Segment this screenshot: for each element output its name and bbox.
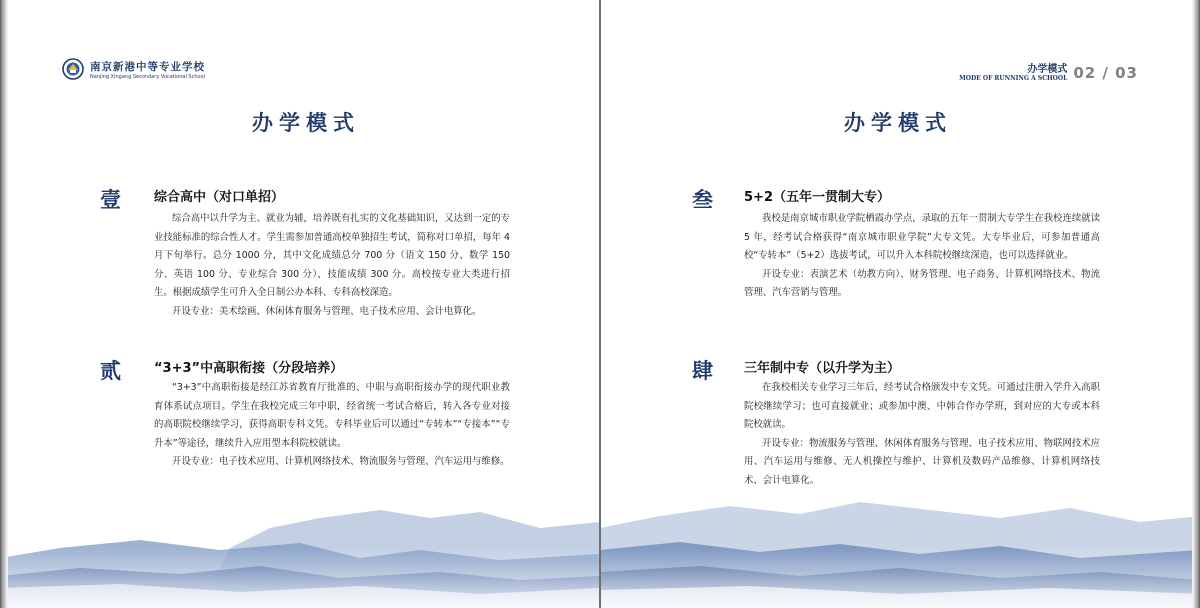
section-heading: 5+2（五年一贯制大专） xyxy=(744,190,890,205)
school-name-cn: 南京新港中等专业学校 xyxy=(90,60,205,73)
section-heading: “3+3”中高职衔接（分段培养） xyxy=(154,361,344,376)
section-body xyxy=(154,379,510,472)
right-page-edge xyxy=(1192,0,1200,608)
mountain-landscape-illustration xyxy=(600,488,1200,608)
section-majors: 开设专业：美术绘画、休闲体育服务与管理、电子技术应用、会计电算化。 xyxy=(172,305,482,317)
school-name-en: Nanjing Xingang Secondary Vocational School xyxy=(90,73,206,80)
section-paragraph: “3+3”中高职衔接是经江苏省教育厅批准的、中职与高职衔接办学的现代职业教育体系试点项目。学生在我校完成三年中职，经省统一考试合格后，转入各专业对接的高职院校继续学习，获得高职专科文凭。专科毕业后可以通过“专转本”“专接本”“专升本”等途径，继续升入应用型本科院校就读。 xyxy=(154,382,510,449)
right-page xyxy=(600,0,1200,608)
section-majors: 开设专业：表演艺术（幼教方向）、财务管理、电子商务、计算机网络技术、物流管理、汽车营销与管理。 xyxy=(744,268,1100,299)
section-paragraph: 我校是南京城市职业学院栖霞办学点，录取的五年一贯制大专学生在我校连续就读 5 年，经考试合格获得“南京城市职业学院”大专文凭。大专毕业后，可参加普通高校“专转本”（5+2）选拔考试，可以升入本科院校继续深造，也可以选择就业。 xyxy=(744,213,1100,262)
school-logo xyxy=(62,58,205,80)
running-header xyxy=(959,60,1138,82)
page-title: 办学模式 xyxy=(844,111,952,135)
section-numeral: 肆 xyxy=(692,358,713,383)
header-title-en: MODE OF RUNNING A SCHOOL xyxy=(959,75,1068,82)
page-numbers: 02 / 03 xyxy=(1073,64,1138,82)
section-body xyxy=(744,379,1100,491)
section-body xyxy=(744,210,1100,303)
mountain-landscape-illustration xyxy=(0,488,600,608)
section-paragraph: 在我校相关专业学习三年后，经考试合格颁发中专文凭。可通过注册入学升入高职院校继续学习；也可直接就业；或参加中澳、中韩合作办学班，到对应的大专或本科院校就读。 xyxy=(744,382,1100,431)
section-numeral: 壹 xyxy=(100,187,121,212)
section-numeral: 叁 xyxy=(692,187,713,212)
section-numeral: 贰 xyxy=(100,358,121,383)
page-title: 办学模式 xyxy=(252,111,360,135)
section-paragraph: 综合高中以升学为主、就业为辅，培养既有扎实的文化基础知识，又达到一定的专业技能标准的综合性人才。学生需参加普通高校单独招生考试，简称对口单招，每年 4 月下旬举行。总分 1000 分，其中文化成绩总分 700 分（语文 150 分、数学 150 分、英语 100 分、专业综合 300 分），技能成绩 300 分。高校按专业大类进行招生。根据成绩学生可升入全日制公办本科、专科高校深造。 xyxy=(154,213,510,299)
center-fold xyxy=(599,0,601,608)
section-body xyxy=(154,210,510,322)
left-page-edge xyxy=(0,0,8,608)
header-title-cn: 办学模式 xyxy=(1027,64,1068,75)
section-majors: 开设专业：物流服务与管理、休闲体育服务与管理、电子技术应用、物联网技术应用、汽车运用与维修、无人机操控与维护、计算机及数码产品维修、计算机网络技术、会计电算化。 xyxy=(744,437,1100,486)
school-seal-icon xyxy=(62,58,84,80)
section-majors: 开设专业：电子技术应用、计算机网络技术、物流服务与管理、汽车运用与维修。 xyxy=(172,456,510,468)
section-heading: 综合高中（对口单招） xyxy=(154,190,285,205)
section-heading: 三年制中专（以升学为主） xyxy=(744,361,901,376)
